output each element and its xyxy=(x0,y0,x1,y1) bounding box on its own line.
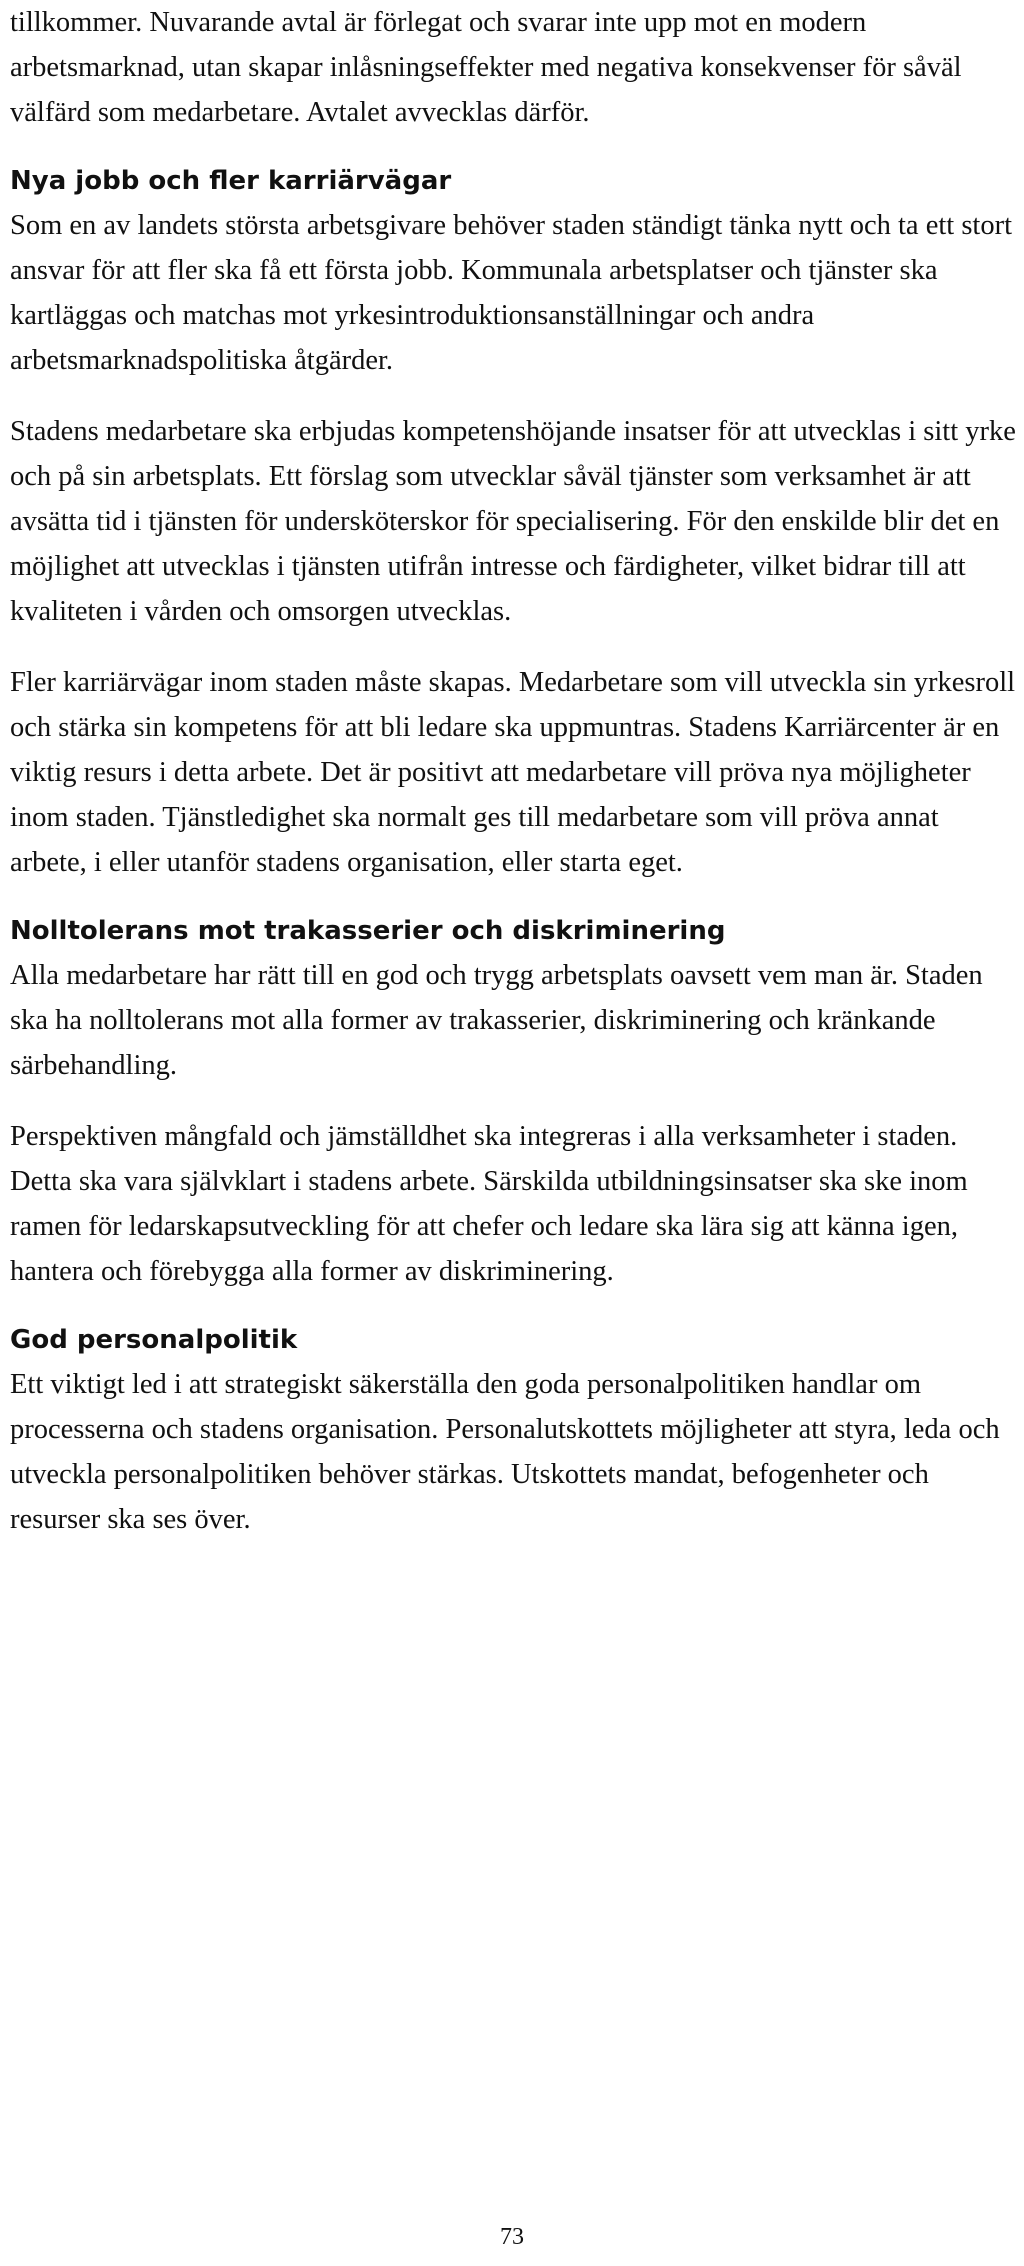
section-new-jobs xyxy=(10,159,1022,885)
intro-paragraph: tillkommer. Nuvarande avtal är förlegat och svarar inte upp mot en modern arbetsmarknad, utan skapar inlåsningseffekter med negativa konsekvenser för såväl välfärd som medarbetare. Avtalet avvecklas därför. xyxy=(10,7,962,128)
document-body xyxy=(10,0,1022,1542)
section-heading: Nolltolerans mot trakasserier och diskriminering xyxy=(10,916,726,946)
section-heading: Nya jobb och fler karriärvägar xyxy=(10,166,452,196)
page-number: 73 xyxy=(500,2224,524,2250)
paragraph: Fler karriärvägar inom staden måste skapas. Medarbetare som vill utveckla sin yrkesroll och stärka sin kompetens för att bli ledare ska uppmuntras. Stadens Karriärcenter är en viktig resurs i detta arbete. Det är positivt att medarbetare vill pröva nya möjligheter inom staden. Tjänstledighet ska normalt ges till medarbetare som vill pröva annat arbete, i eller utanför stadens organisation, eller starta eget. xyxy=(10,667,1016,878)
paragraph: Alla medarbetare har rätt till en god och trygg arbetsplats oavsett vem man är. Staden ska ha nolltolerans mot alla former av trakasserier, diskriminering och kränkande särbehandling. xyxy=(10,960,983,1081)
paragraph: Ett viktigt led i att strategiskt säkerställa den goda personalpolitiken handlar om processerna och stadens organisation. Personalutskottets möjligheter att styra, leda och utveckla personalpolitiken behöver stärkas. Utskottets mandat, befogenheter och resurser ska ses över. xyxy=(10,1369,1000,1535)
section-heading: God personalpolitik xyxy=(10,1325,298,1355)
section-personnel-policy xyxy=(10,1318,1022,1542)
paragraph: Stadens medarbetare ska erbjudas kompetenshöjande insatser för att utvecklas i sitt yrke och på sin arbetsplats. Ett förslag som utvecklar såväl tjänster som verksamhet är att avsätta tid i tjänsten för undersköterskor för specialisering. För den enskilde blir det en möjlighet att utvecklas i tjänsten utifrån intresse och färdigheter, vilket bidrar till att kvaliteten i vården och omsorgen utvecklas. xyxy=(10,416,1016,627)
paragraph: Som en av landets största arbetsgivare behöver staden ständigt tänka nytt och ta ett stort ansvar för att fler ska få ett första jobb. Kommunala arbetsplatser och tjänster ska kartläggas och matchas mot yrkesintroduktionsanställningar och andra arbetsmarknadspolitiska åtgärder. xyxy=(10,210,1012,376)
paragraph: Perspektiven mångfald och jämställdhet ska integreras i alla verksamheter i staden. Detta ska vara självklart i stadens arbete. Särskilda utbildningsinsatser ska ske inom ramen för ledarskapsutveckling för att chefer och ledare ska lära sig att känna igen, hantera och förebygga alla former av diskriminering. xyxy=(10,1121,968,1287)
section-zero-tolerance xyxy=(10,909,1022,1294)
